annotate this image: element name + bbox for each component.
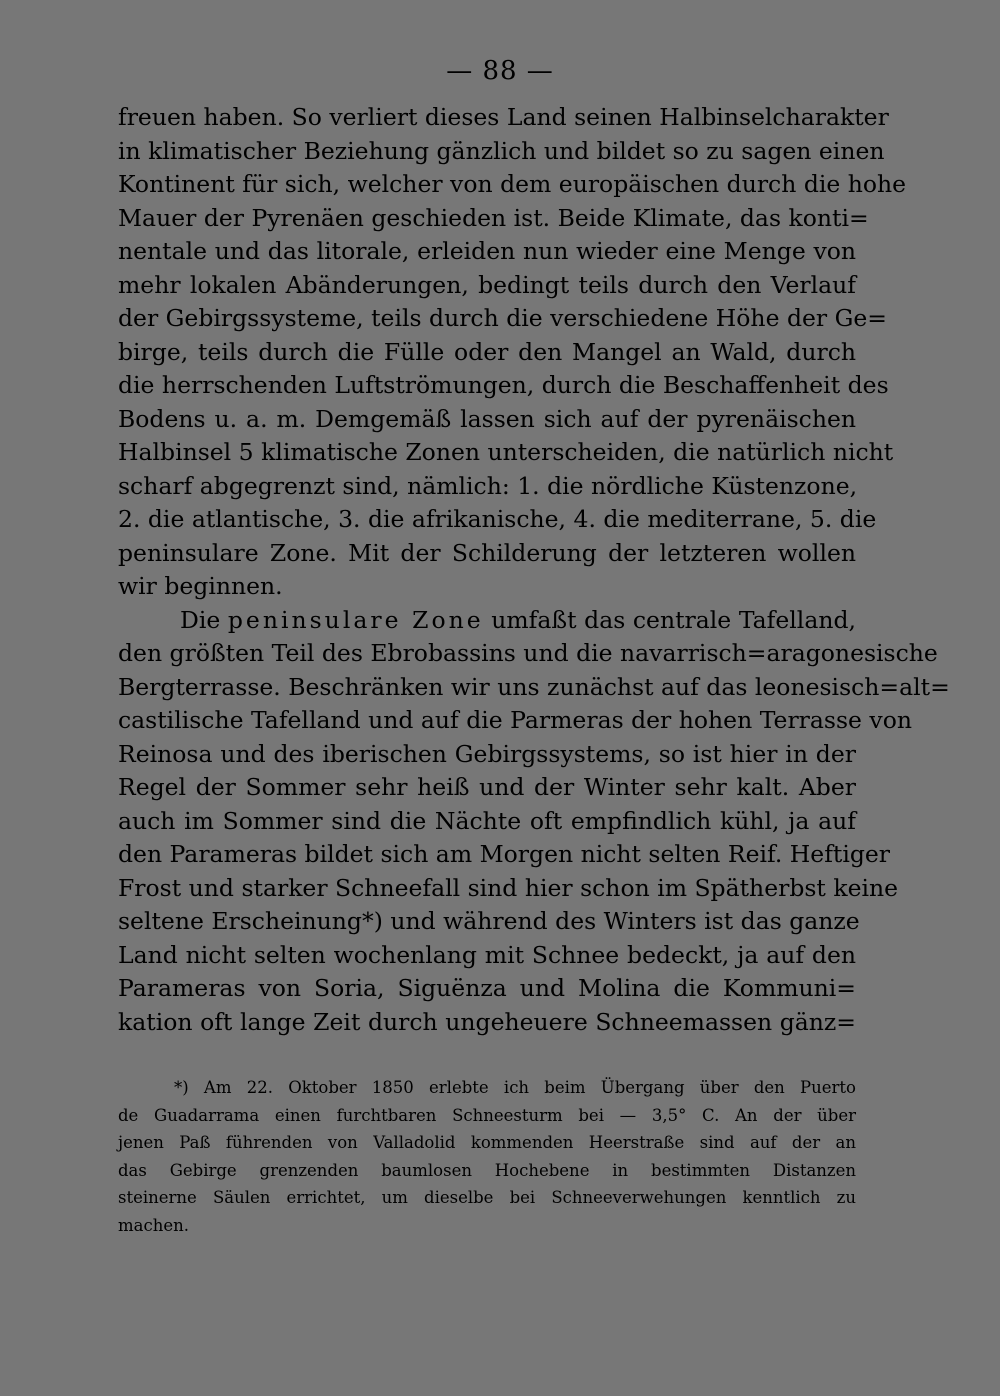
footnote xyxy=(118,1074,856,1240)
text-line: Reinosa und des iberischen Gebirgssystems, so ist hier in der xyxy=(118,739,856,768)
text-line: seltene Erscheinung*) und während des Winters ist das ganze xyxy=(118,907,860,935)
text-line: Mauer der Pyrenäen geschieden ist. Beide Klimate, das konti= xyxy=(118,203,869,232)
text-line: in klimatischer Beziehung gänzlich und bildet so zu sagen einen xyxy=(118,136,885,165)
text-line: Bergterrasse. Beschränken wir uns zunächst auf das leonesisch=alt= xyxy=(118,672,950,701)
footnote-line: das Gebirge grenzenden baumlosen Hochebene in bestimmten Distanzen xyxy=(118,1160,856,1180)
footnote-line: *) Am 22. Oktober 1850 erlebte ich beim Übergang über den Puerto xyxy=(174,1078,856,1097)
text-line: der Gebirgssysteme, teils durch die verschiedene Höhe der Ge= xyxy=(118,304,887,332)
text-line: kation oft lange Zeit durch ungeheuere Schneemassen gänz= xyxy=(118,1007,856,1036)
paragraph-lead-rest: umfaßt das centrale Tafelland, xyxy=(491,605,856,634)
text-line: Parameras von Soria, Siguënza und Molina die Kommuni= xyxy=(118,974,856,1002)
paragraph-lead-word: Die xyxy=(180,605,221,634)
footnote-line: de Guadarrama einen furchtbaren Schneesturm bei — 3,5° C. An der über xyxy=(118,1105,856,1125)
text-line: Kontinent für sich, welcher von dem europäischen durch die hohe xyxy=(118,170,907,198)
paragraph-start-line xyxy=(118,604,856,638)
footnote-line: steinerne Säulen errichtet, um dieselbe bei Schneeverwehungen kenntlich zu xyxy=(118,1188,856,1208)
text-line: auch im Sommer sind die Nächte oft empfindlich kühl, ja auf xyxy=(118,806,856,835)
text-line: den Parameras bildet sich am Morgen nicht selten Reif. Heftiger xyxy=(118,840,891,868)
text-line: freuen haben. So verliert dieses Land seinen Halbinselcharakter xyxy=(118,103,889,131)
text-line: Land nicht selten wochenlang mit Schnee bedeckt, ja auf den xyxy=(118,940,856,969)
text-line: die herrschenden Luftströmungen, durch die Beschaffenheit des xyxy=(118,371,889,399)
text-line: birge, teils durch die Fülle oder den Mangel an Wald, durch xyxy=(118,337,856,366)
paragraph-end-line: wir beginnen. xyxy=(118,572,283,600)
text-line: mehr lokalen Abänderungen, bedingt teils durch den Verlauf xyxy=(118,270,856,299)
text-line: Bodens u. a. m. Demgemäß lassen sich auf der pyrenäischen xyxy=(118,404,856,433)
text-line: nentale und das litorale, erleiden nun wieder eine Menge von xyxy=(118,237,856,265)
text-line: 2. die atlantische, 3. die afrikanische, 4. die mediterrane, 5. die xyxy=(118,505,877,533)
text-line: castilische Tafelland und auf die Parmeras der hohen Terrasse von xyxy=(118,706,912,734)
spaced-emphasis: peninsulare Zone xyxy=(227,605,484,634)
text-line: den größten Teil des Ebrobassins und die navarrisch=aragonesische xyxy=(118,639,938,667)
text-line: scharf abgegrenzt sind, nämlich: 1. die nördliche Küstenzone, xyxy=(118,471,858,500)
text-line: peninsulare Zone. Mit der Schilderung der letzteren wollen xyxy=(118,538,856,567)
footnote-line: machen. xyxy=(118,1215,189,1235)
text-line: Frost und starker Schneefall sind hier schon im Spätherbst keine xyxy=(118,873,899,902)
page-number: — 88 — xyxy=(446,56,554,86)
footnote-line: jenen Paß führenden von Valladolid kommenden Heerstraße sind auf der an xyxy=(118,1133,856,1153)
text-line: Regel der Sommer sehr heiß und der Winter sehr kalt. Aber xyxy=(118,773,856,801)
text-line: Halbinsel 5 klimatische Zonen unterscheiden, die natürlich nicht xyxy=(118,438,894,466)
main-text xyxy=(118,101,950,1039)
